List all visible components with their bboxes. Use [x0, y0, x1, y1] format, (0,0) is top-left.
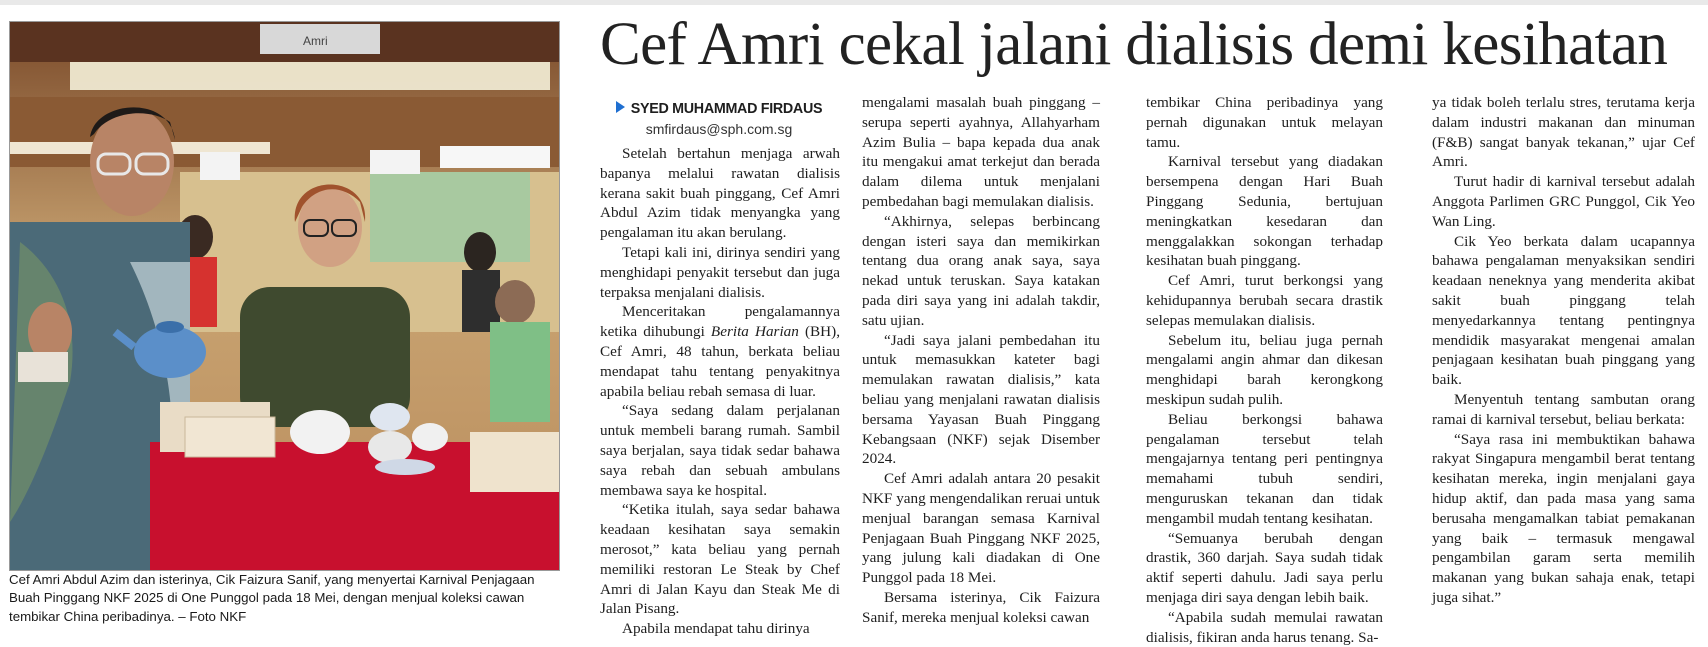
photo-caption: Cef Amri Abdul Azim dan isterinya, Cik Faizura Sanif, yang menyertai Karnival Penjagaan Buah Pinggang NKF 2025 di One Punggol pada 18 Mei, dengan menjual koleksi cawan tembikar China peribadinya. – Foto NKF — [9, 572, 535, 624]
cup — [370, 403, 410, 431]
stall-sign-1 — [200, 152, 240, 180]
paragraph: “Jadi saya jalani pembedahan itu untuk memasukkan kateter bagi memulakan rawatan dialisis,” kata beliau yang menjalani rawatan dialisis bersama Yayasan Buah Pinggang Kebangsaan (NKF) sejak Disember 2024. — [862, 331, 1100, 468]
paragraph: Tetapi kali ini, dirinya sendiri yang menghidapi penyakit tersebut dan juga terpaksa menjalani dialisis. — [600, 243, 840, 301]
ceiling-sign-text: Amri — [303, 34, 328, 48]
gift-box — [185, 417, 275, 457]
paragraph-continued: tembikar China peribadinya yang pernah digunakan untuk melayan tamu. — [1146, 94, 1383, 151]
article-column-2 — [862, 93, 1100, 628]
paragraph: “Akhirnya, selepas berbincang dengan isteri saya dan memikirkan tentang dua orang anak saya, saya nekad untuk teruskan. Saya katakan pada diri saya yang ini adalah takdir, satu ujian. — [862, 212, 1100, 329]
paragraph: Menceritakan pengalamannya ketika dihubungi Berita Harian (BH), Cef Amri, 48 tahun, berkata beliau mendapat tahu tentang penyakitnya apabila beliau rebah semasa di luar. — [600, 303, 840, 400]
paragraph-continued: mengalami masalah buah pinggang – serupa seperti ayahnya, Allahyarham Azim Bulia – bapa kepada dua anak itu mengakui amat terkejut dan berada dalam dilema untuk menjalani pembedahan bagi memulakan dialisis. — [862, 94, 1100, 210]
stall-banner — [370, 172, 530, 262]
author-line — [609, 100, 829, 119]
paragraph-continued: ya tidak boleh terlalu stres, terutama kerja dalam industri makanan dan minuman (F&B) sangat banyak tekanan,” ujar Cef Amri. — [1432, 94, 1695, 171]
cup — [412, 423, 448, 451]
paragraph: “Apabila sudah memulai rawatan dialisis, fikiran anda harus tenang. Sa- — [1146, 608, 1383, 646]
photo-illustration — [10, 22, 559, 570]
teapot — [134, 326, 206, 378]
publication-name: Berita Harian — [710, 323, 799, 341]
headline: Cef Amri cekal jalani dialisis demi kesihatan — [600, 11, 1668, 78]
paragraph: Bersama isterinya, Cik Faizura Sanif, mereka menjual koleksi cawan — [862, 588, 1100, 626]
article-column-4 — [1432, 93, 1695, 608]
article-photo — [9, 21, 560, 571]
paragraph: Turut hadir di karnival tersebut adalah Anggota Parlimen GRC Punggol, Cik Yeo Wan Ling. — [1432, 173, 1695, 230]
article-column-3 — [1146, 93, 1383, 647]
string-lights — [70, 62, 550, 90]
author-email: smfirdaus@sph.com.sg — [645, 121, 793, 137]
paragraph: Cef Amri adalah antara 20 pesakit NKF yang mengendalikan reruai untuk menjual barangan semasa Karnival Penjagaan Buah Pinggang NKF 2025, yang julung kali diadakan di One Punggol pada 18 Mei. — [862, 470, 1100, 587]
paragraph: “Semuanya berubah dengan drastik, 360 darjah. Saya sudah tidak aktif seperti dahulu. Jadi saya perlu menjaga diri saya dengan lebih baik. — [1146, 529, 1383, 606]
paragraph: Apabila mendapat tahu dirinya — [622, 620, 810, 638]
paragraph: Setelah bertahun menjaga arwah bapanya melalui rawatan dialisis kerana sakit buah pinggang, Cef Amri Abdul Azim tidak menyangka yang pengalaman itu akan berulang. — [600, 145, 840, 242]
background-person — [464, 232, 496, 272]
paragraph: “Saya rasa ini membuktikan bahawa rakyat Singapura mengambil berat tentang kesihatan mereka, ingin menjalani gaya hidup aktif, dan pada masa yang sama berusaha mengamalkan tabiat pemakanan yang baik – termasuk mengawal pengambilan garam serta memilih makanan yang bukan sahaja enak, tetapi juga sihat.” — [1432, 430, 1695, 606]
stall-sign-2 — [370, 150, 420, 174]
bandage — [18, 352, 68, 382]
cup-set — [290, 410, 350, 454]
article-column-1 — [600, 144, 840, 639]
paragraph: “Ketika itulah, saya sedar bahawa keadaan kesihatan saya semakin merosot,” kata beliau yang pernah memiliki restoran Le Steak by Chef Amri di Jalan Kayu dan Steak Me di Jalan Pisang. — [600, 501, 840, 618]
paragraph: Cik Yeo berkata dalam ucapannya bahawa pengalaman menyaksikan sendiri keadaan neneknya yang menderita akibat sakit buah pinggang telah menyedarkannya tentang pentingnya mendidik masyarakat mengenai amalan penjagaan kesihatan buah pinggang yang baik. — [1432, 232, 1695, 389]
paragraph: Menyentuh tentang sambutan orang ramai di karnival tersebut, beliau berkata: — [1432, 390, 1695, 428]
cup — [368, 431, 412, 463]
saucer — [375, 459, 435, 475]
background-person — [490, 322, 550, 422]
background-person — [495, 280, 535, 324]
teapot-lid — [156, 321, 184, 333]
paragraph: Sebelum itu, beliau juga pernah mengalami angin ahmar dan dikesan menghidapi barah kerongkong meskipun sudah pulih. — [1146, 331, 1383, 408]
stall-sign-3 — [440, 146, 550, 168]
byline — [609, 100, 829, 139]
paragraph: Cef Amri, turut berkongsi yang kehidupannya berubah secara drastik selepas memulakan dialisis. — [1146, 272, 1383, 329]
play-triangle-icon — [616, 101, 625, 113]
author-name: SYED MUHAMMAD FIRDAUS — [630, 101, 823, 117]
paragraph: Karnival tersebut yang diadakan bersempena dengan Hari Buah Pinggang Sedunia, bertujuan meningkatkan kesedaran dan menggalakkan sokongan terhadap kesihatan buah pinggang. — [1146, 153, 1383, 270]
gift-box — [470, 432, 559, 492]
paragraph: Beliau berkongsi bahawa pengalaman tersebut telah mengajarnya tentang peri pentingnya memahami tubuh sendiri, menguruskan tekanan dan tidak mengambil mudah tentang kesihatan. — [1146, 410, 1383, 527]
paragraph: “Saya sedang dalam perjalanan untuk membeli barang rumah. Sambil saya berjalan, saya tidak sedar bahawa saya rebah dan sebuah ambulans membawa saya ke hospital. — [600, 402, 840, 499]
